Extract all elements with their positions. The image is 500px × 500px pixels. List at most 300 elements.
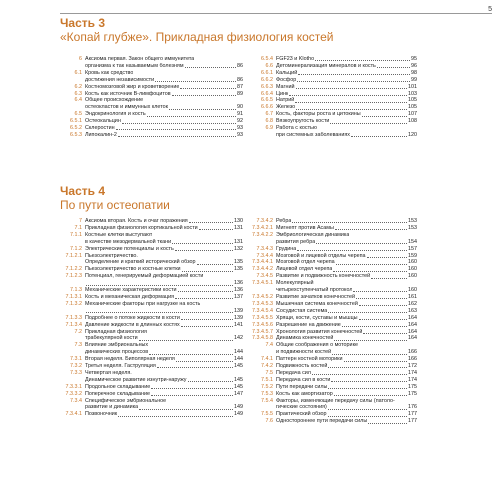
dot-leader xyxy=(368,423,407,424)
toc-entry-title: Давление жидкости в длинных костях xyxy=(85,321,180,328)
toc-entry xyxy=(60,287,243,294)
dot-leader xyxy=(139,409,233,410)
dot-leader xyxy=(147,116,236,117)
dot-leader xyxy=(367,257,408,258)
toc-entry xyxy=(251,411,417,418)
dot-leader xyxy=(157,367,233,368)
toc-entry-page: 93 xyxy=(237,131,243,138)
toc-entry xyxy=(60,63,243,70)
toc-entry-number: 7.1.3.1 xyxy=(65,293,82,300)
toc-entry-page: 103 xyxy=(408,90,417,97)
toc-entry-title: Цинк xyxy=(276,90,289,97)
toc-entry-title: Кальций xyxy=(276,69,298,76)
toc-entry-number: 6.8 xyxy=(265,118,273,125)
toc-entry-title: Аксиома первая. Закон общего иммунитета xyxy=(85,56,195,62)
toc-entry-number: 6.9 xyxy=(265,125,273,132)
toc-entry-title: Склеростин xyxy=(85,125,115,132)
toc-entry-number: 6 xyxy=(79,56,82,62)
toc-entry-number: 7.3.4.2 xyxy=(256,218,273,224)
toc-entry xyxy=(251,363,417,370)
toc-entry-title: гические состояния) xyxy=(276,404,327,411)
toc-entry-page: 161 xyxy=(408,293,417,300)
toc-entry xyxy=(60,225,243,232)
dot-leader xyxy=(86,312,233,313)
toc-entry-title: Кость, факторы роста и цитокины xyxy=(276,111,361,118)
toc-entry-title: Электрические потенциалы и кость xyxy=(85,245,174,252)
dot-leader xyxy=(86,285,233,286)
toc-entry xyxy=(251,225,417,232)
toc-entry-title: Ребра xyxy=(276,218,292,224)
toc-entry xyxy=(60,301,243,308)
toc-entry xyxy=(60,132,243,139)
toc-entry-number: 7.5.3 xyxy=(261,390,273,397)
toc-entry xyxy=(251,266,417,273)
dot-leader xyxy=(139,340,233,341)
toc-entry-title: Прикладная физиология xyxy=(85,328,147,335)
toc-entry-title: Фосфор xyxy=(276,76,297,83)
toc-entry-page: 99 xyxy=(411,76,417,83)
toc-entry-page: 91 xyxy=(237,111,243,118)
toc-entry xyxy=(251,118,417,125)
toc-entry-title: Хрящи, кости, суставы и мышцы xyxy=(276,314,358,321)
toc-entry-page: 172 xyxy=(408,363,417,370)
dot-leader xyxy=(169,109,236,110)
toc-entry-number: 6.6.2 xyxy=(261,76,273,83)
header-rule xyxy=(60,13,492,14)
toc-entry-number: 7.3 xyxy=(74,342,82,349)
toc-entry xyxy=(251,322,417,329)
toc-entry-title: развития ребра xyxy=(276,238,316,245)
toc-entry-title: Прикладная физиология кортикальной кости xyxy=(85,224,198,231)
toc-entry-number: 6.4 xyxy=(74,97,82,104)
toc-entry xyxy=(251,384,417,391)
dot-leader xyxy=(328,367,407,368)
toc-entry-number: 7.3.2 xyxy=(70,363,82,370)
toc-entry-title: Паттерн костной моторики xyxy=(276,356,343,363)
toc-entry xyxy=(60,84,243,91)
toc-entry-page: 87 xyxy=(237,83,243,90)
dot-leader xyxy=(371,278,407,279)
toc-entry-page: 160 xyxy=(408,266,417,273)
toc-entry-title: организма к так называемым болезням xyxy=(85,62,184,69)
toc-entry xyxy=(251,349,417,356)
dot-leader xyxy=(172,95,236,96)
toc-entry-number: 6.6.1 xyxy=(261,69,273,76)
dot-leader xyxy=(330,123,407,124)
toc-entry-number: 7.1.3.4 xyxy=(65,321,82,328)
toc-entry-number: 7.3.4.5.7 xyxy=(252,328,273,335)
toc-entry xyxy=(251,246,417,253)
toc-entry-page: 164 xyxy=(408,335,417,342)
toc-entry-number: 6.3 xyxy=(74,90,82,97)
toc-entry-page: 101 xyxy=(408,83,417,90)
toc-entry-page: 141 xyxy=(234,321,243,328)
toc-entry-number: 7 xyxy=(79,218,82,224)
toc-entry xyxy=(60,370,243,377)
toc-entry-number: 7.5.4 xyxy=(261,397,273,404)
toc-entry-title: Разрешение на движение xyxy=(276,321,341,328)
dot-leader xyxy=(178,291,233,292)
toc-entry-title: Определение и краткий исторический обзор xyxy=(85,259,196,266)
toc-entry-title: Практический обзор xyxy=(276,411,327,418)
toc-entry-number: 7.2 xyxy=(74,328,82,335)
dot-leader xyxy=(189,222,233,223)
toc-entry-page: 120 xyxy=(408,131,417,138)
toc-entry xyxy=(251,239,417,246)
dot-leader xyxy=(363,333,407,334)
toc-entry-title: Общее происхождение xyxy=(85,97,144,104)
toc-entry xyxy=(60,329,243,336)
dot-leader xyxy=(359,319,407,320)
toc-entry-title: Аксиома вторая. Кость и очаг поражения xyxy=(85,218,188,224)
toc-entry-page: 131 xyxy=(234,238,243,245)
toc-entry-number: 7.3.3 xyxy=(70,369,82,376)
dot-leader xyxy=(155,81,236,82)
toc-entry-title: Костные клетки выступают xyxy=(85,231,153,238)
toc-entry xyxy=(251,377,417,384)
toc-entry-page: 166 xyxy=(408,349,417,356)
toc-entry-title: достижения независимости xyxy=(85,76,155,83)
dot-leader xyxy=(118,416,233,417)
toc-entry-title: Вязкоупругость кости xyxy=(276,118,330,125)
toc-entry xyxy=(251,218,417,225)
toc-entry-title: Кость как амортизатор xyxy=(276,390,333,397)
toc-entry-title: четырехступенчатый протокол xyxy=(276,287,353,294)
toc-entry-page: 162 xyxy=(408,300,417,307)
toc-entry-number: 7.4.2 xyxy=(261,363,273,370)
toc-entry xyxy=(251,391,417,398)
toc-entry-title: Мозговой отдел черепа xyxy=(276,259,335,266)
toc-entry xyxy=(60,335,243,342)
toc-entry xyxy=(60,77,243,84)
toc-entry xyxy=(60,356,243,363)
toc-entry-page: 177 xyxy=(408,411,417,418)
toc-entry-page: 164 xyxy=(408,328,417,335)
toc-entry-number: 7.4.1 xyxy=(261,356,273,363)
toc-entry-title: при системных заболеваниях xyxy=(276,131,350,138)
toc-entry-page: 92 xyxy=(237,118,243,125)
toc-entry xyxy=(251,232,417,239)
toc-entry-page: 144 xyxy=(234,349,243,356)
toc-entry-number: 6.5.3 xyxy=(70,131,82,138)
toc-entry-number: 6.1 xyxy=(74,69,82,76)
dot-leader xyxy=(334,395,407,396)
dot-leader xyxy=(176,361,233,362)
toc-entry xyxy=(60,111,243,118)
toc-entry-page: 105 xyxy=(408,97,417,104)
part3-title: Часть 3 xyxy=(60,16,106,30)
toc-entry-title: Сосудистая система xyxy=(276,307,328,314)
toc-entry-page: 159 xyxy=(408,252,417,259)
toc-entry xyxy=(251,404,417,411)
toc-entry-number: 7.3.4.3 xyxy=(256,245,273,252)
toc-entry-title: Кость как источник В-лимфоцитов xyxy=(85,90,171,97)
toc-entry-number: 6.6.4 xyxy=(261,90,273,97)
toc-entry-page: 176 xyxy=(408,404,417,411)
toc-entry-title: Кость и механическая деформация xyxy=(85,293,175,300)
dot-leader xyxy=(296,109,407,110)
toc-entry-page: 144 xyxy=(234,356,243,363)
toc-entry-title: Факторы, изменяющие передачу силы (патоло- xyxy=(276,397,395,404)
toc-entry-title: Одностороннее пути передачи силы xyxy=(276,418,368,425)
toc-entry xyxy=(60,377,243,384)
toc-entry-page: 139 xyxy=(234,314,243,321)
toc-entry-title: Магний xyxy=(276,83,295,90)
toc-entry xyxy=(60,404,243,411)
dot-leader xyxy=(295,102,407,103)
toc-entry xyxy=(60,259,243,266)
toc-entry xyxy=(60,104,243,111)
toc-entry-number: 7.4 xyxy=(265,342,273,349)
dot-leader xyxy=(199,229,233,230)
dot-leader xyxy=(175,298,233,299)
toc-entry xyxy=(251,280,417,287)
toc-entry xyxy=(60,308,243,315)
toc-entry-number: 7.6 xyxy=(265,418,273,425)
toc-entry-page: 98 xyxy=(411,69,417,76)
dot-leader xyxy=(182,271,233,272)
toc-entry-number: 6.5.1 xyxy=(70,118,82,125)
toc-entry-number: 7.3.4.5.6 xyxy=(252,321,273,328)
toc-entry-title: Динамическое развитие изнутри-наружу xyxy=(85,376,187,383)
toc-entry-title: Динамика конечностей xyxy=(276,335,334,342)
toc-entry-title: развитие и динамика xyxy=(85,404,139,411)
part4-subtitle: По пути остеопатии xyxy=(60,198,170,212)
dot-leader xyxy=(151,395,233,396)
dot-leader xyxy=(332,354,407,355)
toc-entry xyxy=(60,97,243,104)
dot-leader xyxy=(188,381,234,382)
dot-leader xyxy=(181,326,233,327)
toc-entry-title: Детоминерализация минералов и кость xyxy=(276,62,376,69)
toc-entry xyxy=(251,259,417,266)
dot-leader xyxy=(181,319,233,320)
toc-entry-title: Третья неделя. Гаструляция xyxy=(85,363,156,370)
toc-entry-page: 90 xyxy=(237,104,243,111)
toc-entry-page: 147 xyxy=(234,390,243,397)
toc-entry-title: Специфическое эмбриональное xyxy=(85,397,167,404)
toc-entry-title: Потенциал, генерируемый деформацией кости xyxy=(85,273,204,280)
toc-entry-number: 7.3.4.2.1 xyxy=(252,224,273,231)
toc-entry-page: 86 xyxy=(237,76,243,83)
toc-entry xyxy=(60,363,243,370)
toc-entry xyxy=(251,342,417,349)
toc-entry-page: 130 xyxy=(234,218,243,224)
toc-entry xyxy=(251,308,417,315)
part3-subtitle: «Копай глубже». Прикладная физиология костей xyxy=(60,30,334,44)
toc-entry-number: 6.5.4 xyxy=(261,56,273,62)
toc-entry-number: 6.6.6 xyxy=(261,104,273,111)
toc-entry-title: Костномозговой жир и кроветворение xyxy=(85,83,180,90)
toc-entry-number: 7.5.5 xyxy=(261,411,273,418)
toc-entry xyxy=(251,418,417,425)
toc-entry xyxy=(60,322,243,329)
toc-entry xyxy=(251,294,417,301)
toc-entry-title: Грудина xyxy=(276,245,297,252)
toc-entry-title: динамических процессов xyxy=(85,349,149,356)
toc-entry-title: Лицевой отдел черепа xyxy=(276,266,333,273)
toc-entry xyxy=(251,132,417,139)
toc-entry-page: 132 xyxy=(234,245,243,252)
toc-entry-title: Четвертая неделя. xyxy=(85,369,132,376)
dot-leader xyxy=(316,243,407,244)
toc-entry-title: Пьезоэлектричество. xyxy=(85,252,138,259)
dot-leader xyxy=(336,264,407,265)
toc-entry-number: 6.6.5 xyxy=(261,97,273,104)
toc-entry xyxy=(60,342,243,349)
toc-entry xyxy=(251,356,417,363)
dot-leader xyxy=(335,229,407,230)
toc-entry-title: трабекулярной кости xyxy=(85,335,138,342)
dot-leader xyxy=(377,67,410,68)
toc-entry-page: 145 xyxy=(234,383,243,390)
toc-entry-title: Пьезоэлектричество и костные клетки xyxy=(85,266,181,273)
toc-entry xyxy=(60,315,243,322)
toc-entry xyxy=(60,384,243,391)
toc-entry-page: 160 xyxy=(408,287,417,294)
toc-entry-page: 95 xyxy=(411,56,417,62)
toc-entry-page: 149 xyxy=(234,411,243,418)
toc-entry-title: Кровь как средство xyxy=(85,69,134,76)
toc-entry xyxy=(251,125,417,132)
toc-entry-page: 145 xyxy=(234,376,243,383)
toc-entry xyxy=(60,280,243,287)
toc-entry-number: 6.5.2 xyxy=(70,125,82,132)
toc-entry-page: 164 xyxy=(408,314,417,321)
toc-entry-page: 157 xyxy=(408,245,417,252)
toc-entry-page: 136 xyxy=(234,287,243,294)
toc-entry xyxy=(251,398,417,405)
toc-entry xyxy=(251,91,417,98)
toc-entry-page: 160 xyxy=(408,259,417,266)
dot-leader xyxy=(292,222,407,223)
toc-entry xyxy=(251,329,417,336)
dot-leader xyxy=(328,312,407,313)
toc-entry-number: 6.6.3 xyxy=(261,83,273,90)
toc-entry-number: 7.5.2 xyxy=(261,383,273,390)
dot-leader xyxy=(116,129,236,130)
toc-entry-title: Передача сил в кости xyxy=(276,376,331,383)
toc-entry-number: 7.5.1 xyxy=(261,376,273,383)
toc-entry-page: 160 xyxy=(408,273,417,280)
toc-entry-title: в качестве мезодермальной ткани xyxy=(85,238,172,245)
toc-entry-page: 136 xyxy=(234,280,243,287)
toc-entry-page: 142 xyxy=(234,335,243,342)
toc-entry xyxy=(251,56,417,63)
dot-leader xyxy=(175,250,233,251)
dot-leader xyxy=(344,361,407,362)
toc-entry-title: Хронология развития конечностей xyxy=(276,328,363,335)
dot-leader xyxy=(185,67,236,68)
toc-entry-title: Пути передачи силы xyxy=(276,383,328,390)
toc-entry xyxy=(251,253,417,260)
toc-entry xyxy=(60,246,243,253)
dot-leader xyxy=(328,416,407,417)
toc-entry-number: 7.5 xyxy=(265,369,273,376)
dot-leader xyxy=(333,271,407,272)
dot-leader xyxy=(149,354,233,355)
toc-entry-number: 7.3.4.1 xyxy=(65,411,82,418)
dot-leader xyxy=(331,381,407,382)
toc-entry-number: 7.3.4.5.8 xyxy=(252,335,273,342)
toc-entry xyxy=(60,294,243,301)
page-number: 5 xyxy=(488,6,492,13)
toc-entry xyxy=(60,70,243,77)
toc-entry-page: 149 xyxy=(234,404,243,411)
dot-leader xyxy=(118,136,236,137)
toc-entry xyxy=(60,232,243,239)
toc-entry-title: Подробнее о потоке жидкости в кости xyxy=(85,314,180,321)
toc-entry-number: 7.1.2.1 xyxy=(65,252,82,259)
toc-entry xyxy=(251,97,417,104)
toc-entry-number: 7.3.1 xyxy=(70,356,82,363)
toc-entry-number: 6.5 xyxy=(74,111,82,118)
dot-leader xyxy=(296,88,407,89)
toc-entry-page: 139 xyxy=(234,307,243,314)
toc-entry xyxy=(60,349,243,356)
toc-entry-number: 7.3.4.5.2 xyxy=(252,293,273,300)
toc-entry-number: 7.3.4.5.4 xyxy=(252,307,273,314)
toc-entry xyxy=(60,91,243,98)
dot-leader xyxy=(351,136,407,137)
toc-entry-number: 7.3.4 xyxy=(70,397,82,404)
toc-entry xyxy=(60,239,243,246)
toc-entry-page: 89 xyxy=(237,90,243,97)
toc-entry-title: Эмбриологическая динамика xyxy=(276,231,350,238)
toc-entry-title: Липокалин-2 xyxy=(85,131,117,138)
toc-entry xyxy=(251,315,417,322)
toc-entry xyxy=(251,70,417,77)
dot-leader xyxy=(356,298,407,299)
toc-entry-number: 7.3.4.5 xyxy=(256,273,273,280)
toc-entry-number: 7.3.4.4.1 xyxy=(252,259,273,266)
toc-entry-title: Работа с костью xyxy=(276,125,317,132)
toc-entry-page: 107 xyxy=(408,111,417,118)
toc-entry-number: 6.6 xyxy=(265,62,273,69)
toc-entry-number: 7.3.4.4 xyxy=(256,252,273,259)
toc-entry xyxy=(60,125,243,132)
toc-entry-page: 174 xyxy=(408,369,417,376)
toc-entry-number: 7.1.2.3 xyxy=(65,273,82,280)
toc-entry-number: 7.1.3 xyxy=(70,287,82,294)
toc-entry-page: 153 xyxy=(408,218,417,224)
toc-entry-page: 175 xyxy=(408,383,417,390)
toc-entry xyxy=(251,84,417,91)
toc-entry xyxy=(60,118,243,125)
dot-leader xyxy=(151,388,233,389)
toc-entry-number: 7.1.2 xyxy=(70,245,82,252)
toc-entry-title: и подвижности костей xyxy=(276,349,332,356)
toc-entry-title: остеокластов и иммунных клеток xyxy=(85,104,168,111)
toc-entry-title: Позвоночник xyxy=(85,411,118,418)
toc-entry-title: Влияние эмбриональных xyxy=(85,342,149,349)
toc-entry xyxy=(60,218,243,225)
dot-leader xyxy=(312,374,407,375)
toc-entry-page: 93 xyxy=(237,125,243,132)
dot-leader xyxy=(362,116,407,117)
toc-entry-title: Остеокальцин xyxy=(85,118,121,125)
toc-entry-number: 7.1 xyxy=(74,224,82,231)
toc-entry xyxy=(60,253,243,260)
part3-left-column xyxy=(60,56,243,139)
toc-entry xyxy=(60,391,243,398)
toc-entry-title: Железо xyxy=(276,104,296,111)
dot-leader xyxy=(180,88,236,89)
toc-entry xyxy=(60,266,243,273)
toc-entry-page: 163 xyxy=(408,307,417,314)
dot-leader xyxy=(353,291,407,292)
toc-entry-page: 135 xyxy=(234,259,243,266)
